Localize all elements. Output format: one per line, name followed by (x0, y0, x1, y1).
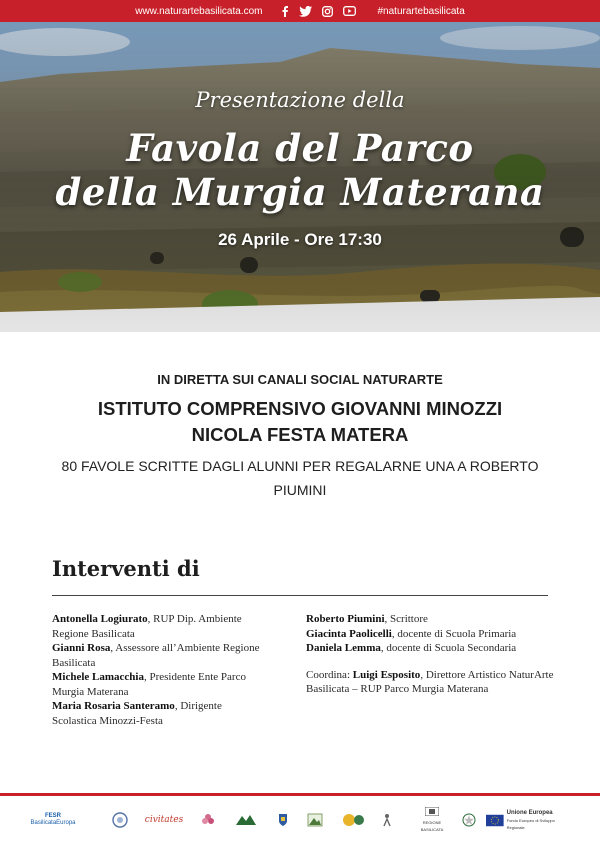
regione-basilicata-logo: REGIONE BASILICATA (412, 806, 452, 834)
hashtag: #naturartebasilicata (377, 5, 465, 17)
event-title-line2: della Murgia Materana (55, 170, 545, 214)
italian-republic-emblem (460, 806, 478, 834)
twitter-icon[interactable] (299, 6, 312, 17)
fesr-logo: FESR BasilicataEuropa (30, 813, 76, 826)
website-link[interactable]: www.naturartebasilicata.com (135, 5, 263, 17)
speaker-entry: Maria Rosaria Santeramo, Dirigente Scolastica Minozzi-Festa (52, 700, 222, 727)
speaker-entry: Antonella Logiurato, RUP Dip. Ambiente Regione Basilicata (52, 613, 242, 640)
sponsor-logos (20, 806, 580, 836)
sun-logo (340, 806, 366, 834)
divider (52, 595, 548, 596)
top-bar (0, 0, 600, 22)
instagram-icon[interactable] (322, 6, 333, 17)
live-channels-heading: IN DIRETTA SUI CANALI SOCIAL NATURARTE (157, 372, 443, 387)
park-logo (234, 806, 258, 834)
event-title-line1: Favola del Parco (126, 126, 474, 170)
moderator-entry: Coordina: Luigi Esposito, Direttore Artistico NaturArte Basilicata – RUP Parco Murgia Materana (306, 668, 554, 695)
speakers-right-column (306, 612, 556, 697)
speaker-entry: Giacinta Paolicelli, docente di Scuola Primaria (306, 627, 517, 640)
eu-logo: Unione Europea Fondo Europeo di Sviluppo Regionale (486, 806, 566, 834)
facebook-icon[interactable] (281, 6, 289, 17)
figure-logo (380, 806, 394, 834)
speaker-entry: Gianni Rosa, Assessore all’Ambiente Regione Basilicata (52, 642, 260, 669)
school-name-line2: NICOLA FESTA MATERA (191, 424, 409, 445)
fables-description: 80 FAVOLE SCRITTE DAGLI ALUNNI PER REGALARNE UNA A ROBERTO PIUMINI (61, 458, 539, 498)
school-name-line1: ISTITUTO COMPRENSIVO GIOVANNI MINOZZI (97, 398, 503, 419)
presentation-subtitle: Presentazione della (195, 88, 405, 112)
seal-logo (110, 806, 130, 834)
civitates-logo: civitates (144, 815, 184, 825)
spacer (306, 656, 556, 668)
event-date: 26 Aprile - Ore 17:30 (218, 230, 382, 249)
shield-logo (276, 806, 290, 834)
speaker-entry: Michele Lamacchia, Presidente Ente Parco Murgia Materana (52, 671, 246, 698)
social-icons (281, 6, 356, 17)
speakers-left-column (52, 612, 267, 728)
speaker-entry: Roberto Piumini, Scrittore (306, 613, 428, 625)
flower-logo (198, 806, 218, 834)
hero-banner (0, 22, 600, 332)
speaker-entry: Daniela Lemma, docente di Scuola Secondaria (306, 642, 517, 654)
youtube-icon[interactable] (343, 6, 356, 16)
speakers-heading: Interventi di (52, 556, 200, 581)
footer-line (0, 793, 600, 796)
mountain-logo (306, 806, 324, 834)
